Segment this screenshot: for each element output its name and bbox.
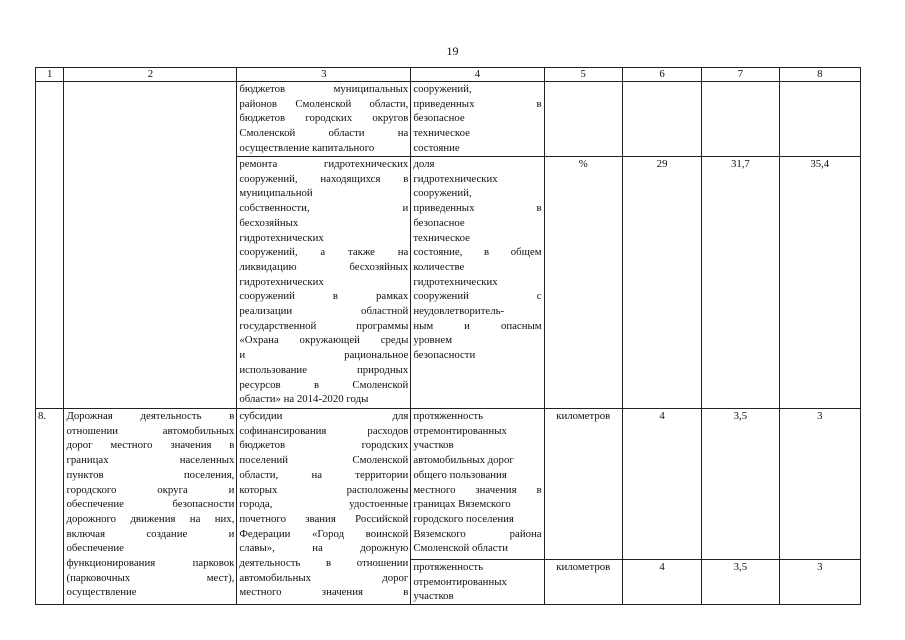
measure-cell (237, 409, 411, 605)
value-cell (779, 82, 860, 157)
measure-cell (237, 157, 411, 409)
text-line: сооружений с (413, 290, 542, 303)
header-cell: 3 (237, 68, 411, 82)
text-line: безопасности (413, 349, 476, 362)
page-number: 19 (446, 44, 459, 58)
text-line: гидротехнических (413, 275, 498, 288)
text-line: сооружений, а также на (239, 246, 409, 259)
text-line: общего пользования (413, 468, 507, 481)
text-line: отремонтированных (413, 575, 507, 588)
row-number-cell (36, 82, 64, 409)
text-line: гидротехнических (239, 231, 324, 244)
text-line: неудовлетворитель- (413, 305, 505, 318)
value-cell: 3 (779, 560, 860, 605)
text-line: славы», на дорожную (239, 542, 409, 555)
text-line: сооружений, находящихся в (239, 172, 409, 185)
text-line: поселений Смоленской (239, 454, 409, 467)
text-line: сооружений, (413, 187, 472, 200)
table-row (36, 409, 861, 560)
indicators-table (35, 67, 861, 605)
row-number-cell: 8. (36, 409, 64, 605)
text-line: функционирования парковок (66, 557, 235, 570)
header-row (36, 68, 861, 82)
text-line: государственной программы (239, 319, 409, 332)
value-cell: 29 (622, 157, 701, 409)
header-cell: 7 (702, 68, 779, 82)
header-cell: 6 (622, 68, 701, 82)
text-line: обеспечение безопасности (66, 498, 235, 511)
text-line: бюджетов городских округов (239, 112, 409, 125)
indicator-cell (411, 82, 544, 157)
text-line: местного значения в (413, 483, 542, 496)
indicator-cell (411, 157, 544, 409)
text-line: дорожного движения на них, (66, 512, 235, 525)
text-line: ремонта гидротехнических (239, 158, 409, 170)
measure-cell (237, 82, 411, 157)
text-line: бюджетов муниципальных (239, 83, 409, 95)
text-line: границах населенных (66, 454, 235, 467)
value-cell (702, 82, 779, 157)
text-line: ным и опасным (413, 319, 542, 332)
text-line: «Охрана окружающей среды (239, 334, 409, 347)
indicator-cell (411, 409, 544, 560)
text-line: сооружений, (413, 83, 472, 95)
header-cell: 5 (544, 68, 622, 82)
unit-cell: % (544, 157, 622, 409)
indicator-cell (411, 560, 544, 605)
text-line: Смоленской области (413, 542, 509, 555)
header-cell: 4 (411, 68, 544, 82)
text-line: пунктов поселения, (66, 468, 235, 481)
text-line: ликвидацию бесхозяйных (239, 260, 409, 273)
text-line: участков (413, 590, 454, 603)
text-line: приведенных в (413, 202, 542, 215)
text-line: городского поселения (413, 512, 514, 525)
text-line: безопасное (413, 112, 465, 125)
text-line: доля (413, 158, 435, 170)
value-cell: 4 (622, 409, 701, 560)
text-line: протяженность (413, 561, 484, 573)
text-line: дорог местного значения в (66, 439, 235, 452)
value-cell: 31,7 (702, 157, 779, 409)
table-row (36, 82, 861, 157)
text-line: ресурсов в Смоленской (239, 378, 409, 391)
text-line: осуществление (66, 586, 137, 599)
text-line: области, на территории (239, 468, 409, 481)
text-line: границах Вяземского (413, 498, 511, 511)
text-line: техническое (413, 231, 470, 244)
text-line: местного значения в (239, 586, 409, 599)
text-line: Федерации «Город воинской (239, 527, 409, 540)
text-line: отношении автомобильных (66, 424, 235, 437)
text-line: города, удостоенные (239, 498, 409, 511)
value-cell: 3,5 (702, 409, 779, 560)
text-line: области» на 2014-2020 годы (239, 393, 369, 406)
text-line: использование природных (239, 363, 409, 376)
text-line: софинансирования расходов (239, 424, 409, 437)
direction-cell (64, 82, 237, 409)
text-line: гидротехнических (413, 172, 498, 185)
text-line: почетного звания Российской (239, 512, 409, 525)
header-cell: 1 (36, 68, 64, 82)
text-line: обеспечение (66, 542, 124, 555)
text-line: которых расположены (239, 483, 409, 496)
text-line: бесхозяйных (239, 216, 299, 229)
direction-cell (64, 409, 237, 605)
text-line: автомобильных дорог (413, 454, 514, 467)
value-cell: 4 (622, 560, 701, 605)
text-line: Смоленской области на (239, 127, 409, 140)
value-cell (622, 82, 701, 157)
text-line: бюджетов городских (239, 439, 409, 452)
text-line: автомобильных дорог (239, 571, 409, 584)
value-cell: 3 (779, 409, 860, 560)
value-cell: 35,4 (779, 157, 860, 409)
text-line: муниципальной (239, 187, 313, 200)
text-line: деятельность в отношении (239, 557, 409, 570)
text-line: осуществление капитального (239, 141, 375, 154)
text-line: протяженность (413, 410, 484, 422)
header-cell: 8 (779, 68, 860, 82)
text-line: Дорожная деятельность в (66, 410, 235, 422)
header-cell: 2 (64, 68, 237, 82)
text-line: техническое (413, 127, 470, 140)
text-line: состояние, в общем (413, 246, 542, 259)
unit-cell: километров (544, 409, 622, 560)
text-line: количестве (413, 260, 465, 273)
text-line: включая создание и (66, 527, 235, 540)
text-line: и рациональное (239, 349, 409, 362)
text-line: гидротехнических (239, 275, 324, 288)
text-line: участков (413, 439, 454, 452)
unit-cell (544, 82, 622, 157)
text-line: Вяземского района (413, 527, 542, 540)
text-line: реализации областной (239, 305, 409, 318)
text-line: сооружений в рамках (239, 290, 409, 303)
unit-cell: километров (544, 560, 622, 605)
value-cell: 3,5 (702, 560, 779, 605)
text-line: собственности, и (239, 202, 409, 215)
text-line: районов Смоленской области, (239, 97, 409, 110)
text-line: отремонтированных (413, 424, 507, 437)
text-line: приведенных в (413, 97, 542, 110)
text-line: безопасное (413, 216, 465, 229)
text-line: (парковочных мест), (66, 571, 235, 584)
text-line: состояние (413, 141, 460, 154)
text-line: субсидии для (239, 410, 409, 422)
text-line: уровнем (413, 334, 453, 347)
text-line: городского округа и (66, 483, 235, 496)
